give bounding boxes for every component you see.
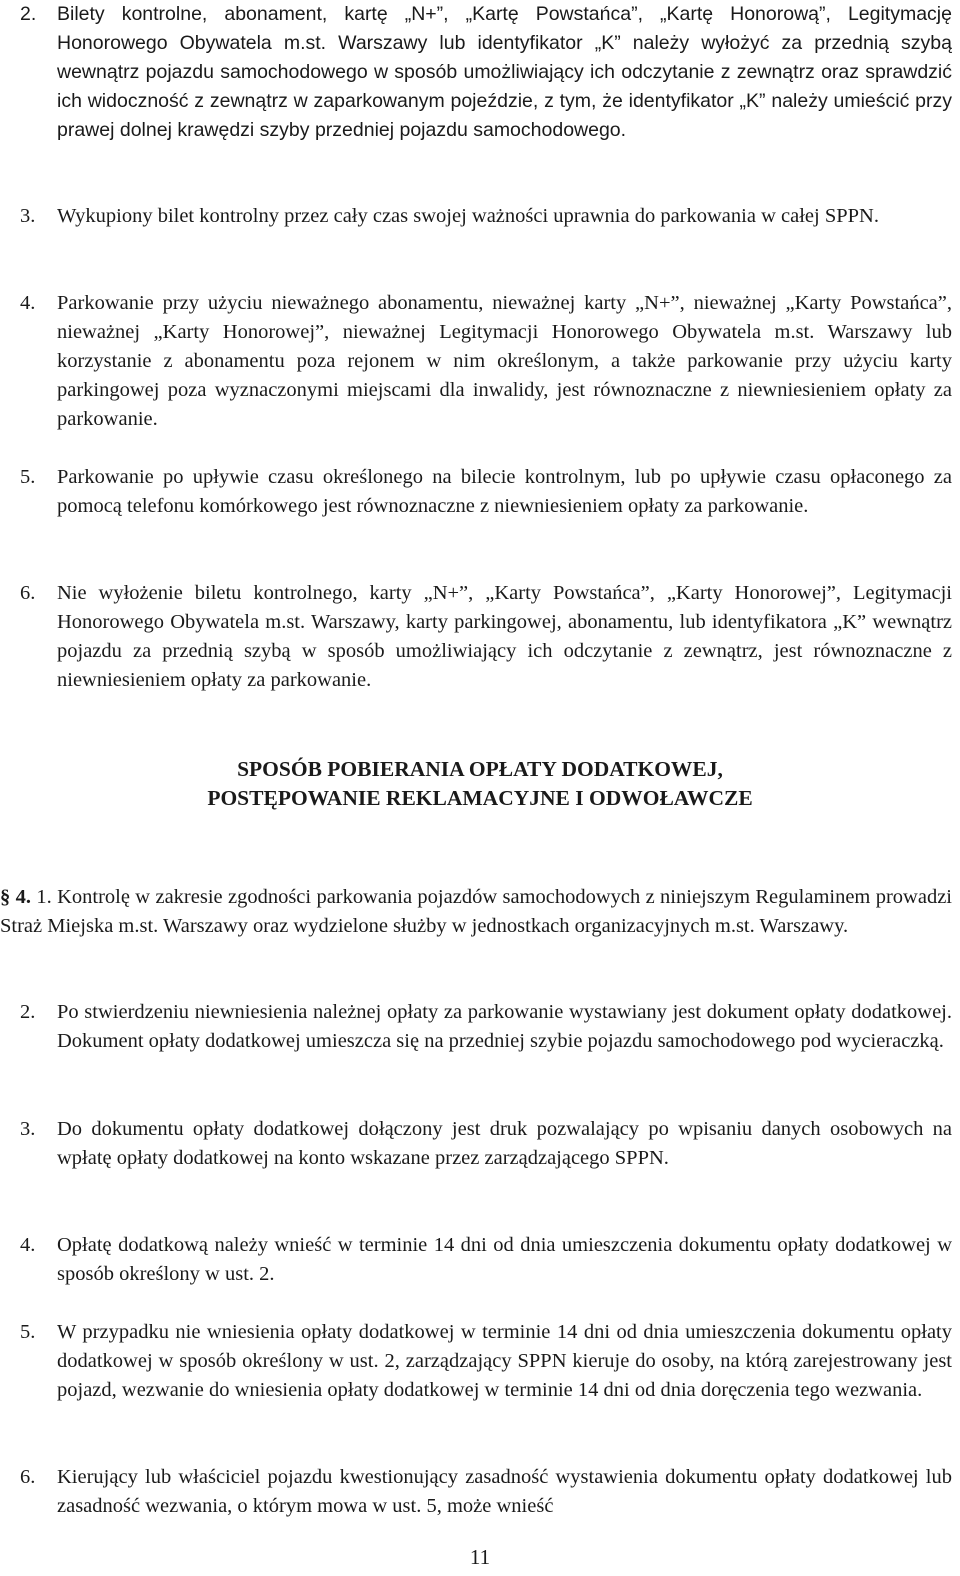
item-number: 5. [20, 1321, 36, 1343]
list-item-5 [20, 1318, 952, 1405]
item-text: Bilety kontrolne, abonament, kartę „N+”, „Kartę Powstańca”, „Kartę Honorową”, Legitymację Honorowego Obywatela m.st. Warszawy lub identyfikator „K” należy wyłożyć za przednią szybą wewnątrz pojazdu samochodowego w sposób umożliwiający ich odczytanie z zewnątrz oraz sprawdzić ich widoczność z zewnątrz w zaparkowanym pojeździe, z tym, że identyfikator „K” należy umieścić przy prawej dolnej krawędzi szyby przedniej pojazdu samochodowego. [57, 3, 952, 141]
item-text: Parkowanie po upływie czasu określonego na bilecie kontrolnym, lub po upływie czasu opłaconego za pomocą telefonu komórkowego jest równoznaczne z niewniesieniem opłaty za parkowanie. [57, 466, 952, 517]
item-number: 6. [20, 582, 36, 604]
item-text: Parkowanie przy użyciu nieważnego abonamentu, nieważnej karty „N+”, nieważnej „Karty Powstańca”, nieważnej „Karty Honorowej”, nieważnej Legitymacji Honorowego Obywatela m.st. Warszawy lub korzystanie z abonamentu poza rejonem w nim określonym, a także parkowanie przy użyciu karty parkingowej poza wyznaczonymi miejscami dla inwalidy, jest równoznaczne z niewniesieniem opłaty za parkowanie. [57, 292, 952, 430]
list-item-3 [20, 1115, 952, 1173]
section-paragraph [0, 883, 952, 941]
item-number: 1. [36, 886, 52, 908]
item-number: 4. [20, 292, 36, 314]
item-text: Wykupiony bilet kontrolny przez cały czas swojej ważności uprawnia do parkowania w całej SPPN. [57, 205, 879, 227]
item-text: Po stwierdzeniu niewniesienia należnej opłaty za parkowanie wystawiany jest dokument opłaty dodatkowej. Dokument opłaty dodatkowej umieszcza się na przedniej szybie pojazdu samochodowego pod wycieraczką. [57, 1001, 952, 1052]
list-item-3 [20, 202, 952, 231]
item-number: 2. [20, 1001, 36, 1023]
item-number: 4. [20, 1234, 36, 1256]
list-item-4 [20, 1231, 952, 1289]
section-symbol: § [0, 886, 11, 908]
item-number: 3. [20, 1118, 36, 1140]
item-text: Opłatę dodatkową należy wnieść w terminie 14 dni od dnia umieszczenia dokumentu opłaty dodatkowej w sposób określony w ust. 2. [57, 1234, 952, 1285]
list-item-2 [20, 998, 952, 1056]
list-item-6 [20, 1463, 952, 1521]
list-item-4 [20, 289, 952, 434]
item-text: Nie wyłożenie biletu kontrolnego, karty „N+”, „Karty Powstańca”, „Karty Honorowej”, Legitymacji Honorowego Obywatela m.st. Warszawy, karty parkingowej, abonamentu, lub identyfikatora „K” wewnątrz pojazdu za przednią szybą w sposób umożliwiający ich odczytanie z zewnątrz, jest równoznaczne z niewniesieniem opłaty za parkowanie. [57, 582, 952, 691]
item-number: 3. [20, 205, 36, 227]
section-heading-line-2: POSTĘPOWANIE REKLAMACYJNE I ODWOŁAWCZE [207, 786, 753, 810]
item-number: 6. [20, 1466, 36, 1488]
list-item-2 [20, 0, 952, 145]
page-number: 11 [469, 1545, 491, 1569]
item-number: 5. [20, 466, 36, 488]
item-text: Kierujący lub właściciel pojazdu kwestionujący zasadność wystawienia dokumentu opłaty dodatkowej lub zasadność wezwania, o którym mowa w ust. 5, może wnieść [57, 1466, 952, 1517]
list-item-5 [20, 463, 952, 521]
item-text: Do dokumentu opłaty dodatkowej dołączony jest druk pozwalający po wpisaniu danych osobowych na wpłatę opłaty dodatkowej na konto wskazane przez zarządzającego SPPN. [57, 1118, 952, 1169]
section-text: Kontrolę w zakresie zgodności parkowania pojazdów samochodowych z niniejszym Regulaminem prowadzi Straż Miejska m.st. Warszawy oraz wydzielone służby w jednostkach organizacyjnych m.st. Warszawy. [0, 886, 953, 937]
item-text: W przypadku nie wniesienia opłaty dodatkowej w terminie 14 dni od dnia umieszczenia dokumentu opłaty dodatkowej w sposób określony w ust. 2, zarządzający SPPN kieruje do osoby, na którą zarejestrowany jest pojazd, wezwanie do wniesienia opłaty dodatkowej w terminie 14 dni od dnia doręczenia tego wezwania. [57, 1321, 952, 1401]
list-item-6 [20, 579, 952, 695]
item-number: 2. [20, 3, 37, 25]
section-heading-line-1: SPOSÓB POBIERANIA OPŁATY DODATKOWEJ, [237, 757, 723, 781]
section-number: 4. [15, 886, 31, 908]
